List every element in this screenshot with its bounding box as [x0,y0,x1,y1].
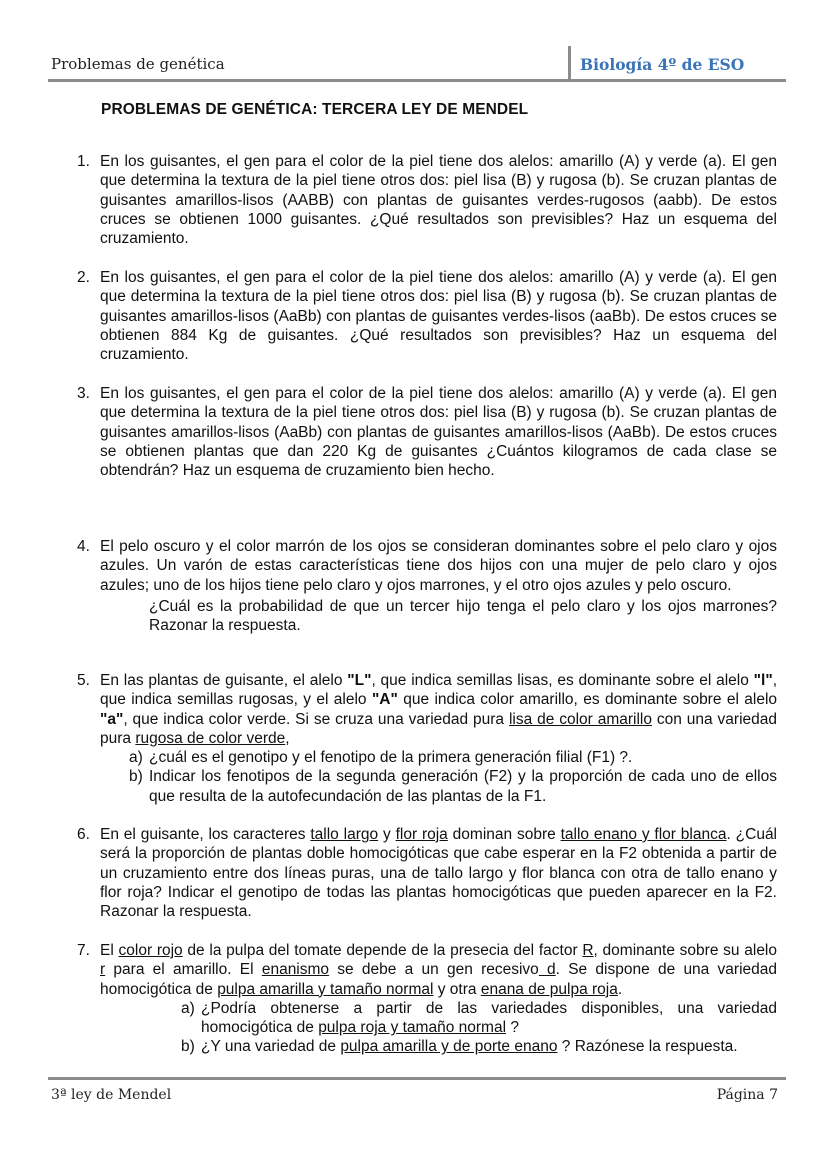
problem-text [100,825,777,921]
header-rule [48,79,786,82]
text-run: . [617,980,623,998]
underlined-term: r [100,961,106,979]
text-run: En el guisante, los caracteres [100,826,311,843]
underlined-term: color rojo [118,942,183,959]
problem-3 [77,384,777,480]
problem-number: 6. [77,826,90,843]
text-run: y [378,826,396,843]
text-run: . Se dispone de una variedad homocigótica de [100,961,777,998]
text-run: En las plantas de guisante, el alelo [100,672,348,689]
problem-number: 2. [77,269,90,286]
problem-7 [77,941,777,1057]
underlined-term: tallo largo [310,826,379,843]
allele-l-upper: "L" [347,672,372,689]
text-run: que indica color amarillo, es dominante sobre el alelo [397,691,778,709]
text-run: , [285,729,290,747]
underlined-term: d [538,961,556,979]
problem-text: En los guisantes, el gen para el color de la piel tiene dos alelos: amarillo (A) y verde (a). El gen que determina la textura de la piel tiene otros dos: piel lisa (B) y rugosa (b). Se cruzan plantas de guisantes amarillos-lisos (AaBb) con plantas de guisantes verdes-lisos (aaBb). De estos cruces se obtienen 884 Kg de guisantes. ¿Qué resultados son previsibles? Haz un esquema del cruzamiento. [100,269,777,364]
sub-label: a) [129,749,143,767]
underlined-term: pulpa roja y tamaño normal [318,1019,507,1037]
problem-6 [77,825,777,921]
problem-text: En los guisantes, el gen para el color de la piel tiene dos alelos: amarillo (A) y verde (a). El gen que determina la textura de la piel tiene otros dos: piel lisa (B) y rugosa (b). Se cruzan plantas de guisantes amarillos-lisos (AABB) con plantas de guisantes verdes-rugosos (aabb). De estos cruces se obtienen 1000 guisantes. ¿Qué resultados son previsibles? Haz un esquema del cruzamiento. [100,153,777,248]
sub-text: ¿cuál es el genotipo y el fenotipo de la primera generación filial (F1) ?. [149,749,633,767]
sub-question-b [181,1037,777,1056]
sub-text: ¿Podría obtenerse a partir de las variedades disponibles, una variedad homocigótica de [201,999,777,1037]
underlined-term: R [582,942,594,959]
sub-label: b) [129,768,143,786]
text-run: , que indica semillas lisas, es dominante sobre el alelo [371,672,754,689]
problem-number: 1. [77,153,90,170]
underlined-term: pulpa amarilla y tamaño normal [217,980,434,998]
text-run: se debe a un gen recesivo [329,961,539,979]
underlined-term: lisa de color amarillo [508,710,652,728]
underlined-term: rugosa de color verde [135,729,286,747]
problem-number: 3. [77,385,90,402]
header-left-title: Problemas de genética [51,55,225,73]
footer-left-text: 3ª ley de Mendel [51,1087,172,1103]
text-run: con una variedad pura [100,710,778,747]
footer-rule [48,1077,786,1080]
underlined-term: tallo enano y flor blanca [560,826,727,843]
text-run: , dominante sobre su alelo [593,942,777,959]
text-run: y otra [433,980,481,998]
problem-question: ¿Cuál es la probabilidad de que un tercer hijo tenga el pelo claro y los ojos marrones? Razonar la respuesta. [149,597,777,635]
text-run: , que indica color verde. Si se cruza una variedad pura [123,710,509,728]
header-divider [568,46,571,80]
page-number: Página 7 [716,1087,778,1103]
text-run: de la pulpa del tomate depende de la presecia del factor [182,942,583,959]
text-run: para el amarillo. El [105,961,262,979]
problem-text: En los guisantes, el gen para el color de la piel tiene dos alelos: amarillo (A) y verde (a). El gen que determina la textura de la piel tiene otros dos: piel lisa (B) y rugosa (b). Se cruzan plantas de guisantes amarillos-lisos (AaBb) con plantas de guisantes amarillos-lisos (AaBb). De estos cruces se obtienen plantas que dan 220 Kg de guisantes ¿Cuántos kilogramos de cada clase se obtendrán? Haz un esquema de cruzamiento bien hecho. [100,385,777,480]
problem-5 [77,671,777,806]
sub-text: ? Razónese la respuesta. [557,1038,738,1056]
underlined-term: enanismo [261,961,330,979]
problem-number: 4. [77,538,90,555]
underlined-term: enana de pulpa roja [480,980,618,998]
problem-number: 7. [77,942,90,959]
sub-text: ? [506,1019,519,1037]
page-title: PROBLEMAS DE GENÉTICA: TERCERA LEY DE MENDEL [101,101,529,118]
header-right-title: Biología 4º de ESO [580,55,745,74]
underlined-term: pulpa amarilla y de porte enano [340,1038,558,1056]
problem-1 [77,152,777,248]
sub-label: b) [181,1038,195,1056]
problem-4 [77,537,777,635]
text-run: El [100,942,119,959]
problem-number: 5. [77,672,90,689]
problem-text [100,671,777,748]
sub-text: Indicar los fenotipos de la segunda generación (F2) y la proporción de cada uno de ellos que resulta de la autofecundación de las plantas de la F1. [149,768,777,805]
allele-a-lower: "a" [100,710,124,728]
sub-text: ¿Y una variedad de [201,1038,341,1056]
problem-text: El pelo oscuro y el color marrón de los ojos se consideran dominantes sobre el pelo claro y ojos azules. Un varón de estas características tiene dos hijos con una mujer de pelo claro y ojos azules; uno de los hijos tiene pelo claro y ojos marrones, y el otro ojos azules y pelo oscuro. [100,538,777,594]
allele-l-lower: "l" [753,672,773,689]
sub-question-a [181,999,777,1038]
text-run: , que indica semillas rugosas, y el alelo [100,672,777,709]
problem-text [100,941,777,999]
sub-question-a [129,748,777,767]
text-run: dominan sobre [447,826,561,843]
problem-2 [77,268,777,364]
allele-a-upper: "A" [371,691,398,709]
sub-label: a) [181,999,195,1017]
text-run: . ¿Cuál será la proporción de plantas doble homocigóticas que cabe esperar en la F2 obtenida a partir de un cruzamiento entre dos líneas puras, una de tallo largo y flor blanca con otra de tallo enano y flor roja? Indicar el genotipo de todas las plantas homocigóticas que pueden aparecer en la F2. Razonar la respuesta. [100,826,778,921]
underlined-term: flor roja [395,826,448,843]
sub-question-b [129,767,777,806]
